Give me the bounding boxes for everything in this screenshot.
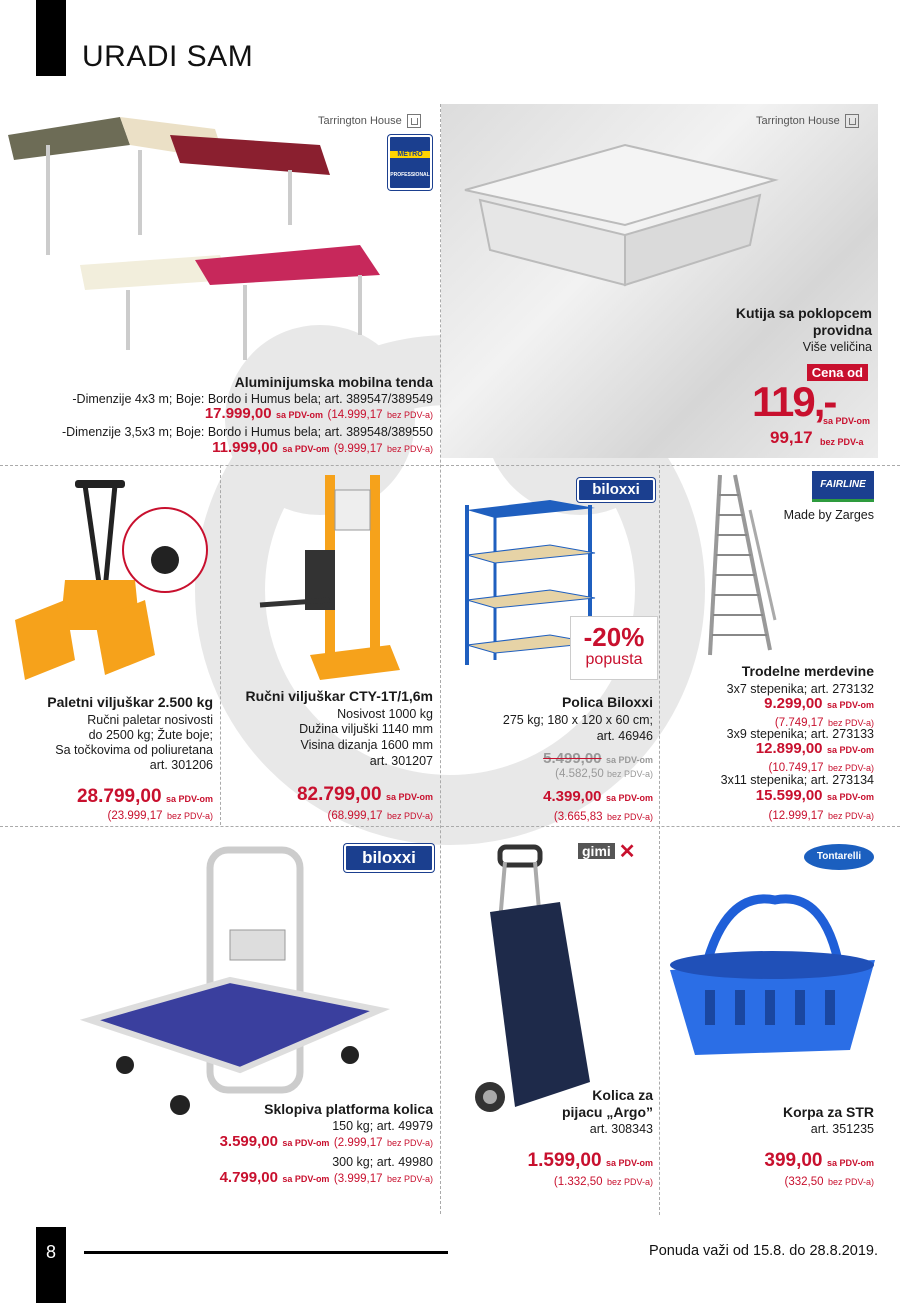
product-desc-1: Dužina viljuški 1140 mm: [299, 722, 433, 736]
basket-image: [665, 880, 880, 1060]
divider: [220, 465, 221, 825]
price-row: 4.399,00 sa PDV-om: [543, 788, 653, 805]
price-from-badge: Cena od: [807, 364, 868, 381]
price: 119,-: [752, 378, 836, 425]
house-icon: [845, 114, 859, 128]
price-row: 1.599,00 sa PDV-om: [527, 1150, 653, 1171]
product-desc-0: 275 kg; 180 x 120 x 60 cm;: [502, 713, 653, 727]
product-name: Paletni viljuškar 2.500 kg: [47, 694, 213, 710]
product-desc-0: Ručni paletar nosivosti: [87, 713, 213, 727]
net-row: (332,50 bez PDV-a): [784, 1176, 874, 1188]
product-desc-3: art. 301207: [369, 754, 433, 768]
product-desc-2: Sa točkovima od poliuretana: [55, 743, 213, 757]
price-row: 9.299,00 sa PDV-om: [764, 695, 874, 712]
variant-desc: 150 kg; art. 49979: [332, 1119, 433, 1133]
price-row: 82.799,00 sa PDV-om: [296, 784, 433, 805]
price-row: 11.999,00 sa PDV-om (9.999,17 bez PDV-a): [212, 439, 433, 456]
net-row: (1.332,50 bez PDV-a): [553, 1176, 653, 1188]
product-name: Ručni viljuškar CTY-1T/1,6m: [245, 688, 433, 704]
net-price: 99,17: [770, 428, 813, 447]
price-row: 12.899,00 sa PDV-om: [755, 740, 874, 757]
net-row: (68.999,17 bez PDV-a): [327, 810, 433, 822]
ladder-image: [690, 470, 790, 660]
footer-rule: [84, 1251, 448, 1254]
product-desc: -Dimenzije 4x3 m; Boje: Bordo i Humus bela; art. 389547/389549: [72, 392, 433, 406]
net-label: bez PDV-a: [820, 437, 864, 447]
offer-validity: Ponuda važi od 15.8. do 28.8.2019.: [649, 1243, 878, 1259]
product-desc: art. 351235: [810, 1122, 874, 1136]
variant-desc: 3x11 stepenika; art. 273134: [720, 773, 874, 787]
biloxxi-logo: biloxxi: [344, 844, 434, 872]
product-desc-3: art. 301206: [149, 758, 213, 772]
product-name: Trodelne merdevine: [741, 663, 874, 679]
product-name: Kutija sa poklopcem: [735, 305, 872, 321]
price-row: 17.999,00 sa PDV-om (14.999,17 bez PDV-a): [204, 405, 433, 422]
product-desc-1: do 2500 kg; Žute boje;: [88, 728, 213, 742]
variant-desc: 3x9 stepenika; art. 273133: [726, 727, 874, 741]
page-title: URADI SAM: [82, 40, 254, 73]
supplier-label: Tarrington House: [756, 114, 859, 128]
pallet-truck-image: [5, 470, 215, 690]
header-black-bar: [36, 0, 66, 76]
old-price-row: 5.499,00 sa PDV-om: [543, 750, 653, 767]
price-row: 399,00 sa PDV-om: [764, 1150, 874, 1171]
divider: [659, 465, 660, 1215]
product-name: Korpa za STR: [782, 1104, 874, 1120]
biloxxi-logo: biloxxi: [577, 478, 655, 502]
product-desc: -Dimenzije 3,5x3 m; Boje: Bordo i Humus bela; art. 389548/389550: [61, 425, 433, 439]
gimi-logo: gimi ✕: [578, 840, 654, 862]
fairline-logo: FAIRLINE: [812, 471, 874, 502]
storage-box-image: [455, 140, 785, 290]
product-name: Aluminijumska mobilna tenda: [234, 374, 433, 390]
stacker-image: [250, 470, 420, 685]
page-number: 8: [36, 1227, 66, 1303]
net-row: (23.999,17 bez PDV-a): [107, 810, 213, 822]
supplier-label: Tarrington House: [318, 114, 421, 128]
product-name: Polica Biloxxi: [561, 694, 653, 710]
old-net-row: (4.582,50 bez PDV-a): [555, 768, 653, 780]
price-vat-label: sa PDV-om: [823, 416, 871, 426]
divider: [0, 465, 900, 466]
gimi-x-icon: ✕: [618, 840, 636, 863]
variant-desc: 300 kg; art. 49980: [332, 1155, 433, 1169]
product-name: Kolica za: [592, 1087, 653, 1103]
product-desc: art. 308343: [589, 1122, 653, 1136]
product-desc-2: Visina dizanja 1600 mm: [300, 738, 433, 752]
price-row: 28.799,00 sa PDV-om: [76, 786, 213, 807]
net-row: (3.665,83 bez PDV-a): [553, 811, 653, 823]
product-desc-1: art. 46946: [596, 729, 653, 743]
metro-logo: METRO PROFESSIONAL: [388, 135, 432, 190]
price-row: 15.599,00 sa PDV-om: [755, 787, 874, 804]
product-desc-0: Nosivost 1000 kg: [337, 707, 433, 721]
product-desc: Više veličina: [802, 340, 872, 354]
awning-image: [0, 105, 440, 365]
net-row: (12.999,17 bez PDV-a): [768, 810, 874, 822]
discount-badge: -20% popusta: [570, 616, 658, 680]
brand-note: Made by Zarges: [783, 508, 874, 522]
price-row: 3.599,00 sa PDV-om (2.999,17 bez PDV-a): [219, 1133, 433, 1150]
product-name: pijacu „Argo”: [561, 1104, 653, 1120]
divider: [0, 826, 900, 827]
product-name: providna: [812, 322, 872, 338]
shopping-trolley-image: [460, 842, 610, 1122]
product-name: Sklopiva platforma kolica: [264, 1101, 433, 1117]
platform-cart-image: [80, 840, 410, 1120]
tontarelli-logo: Tontarelli: [804, 844, 874, 870]
net-row: (7.749,17 bez PDV-a): [774, 717, 874, 729]
price-row: 4.799,00 sa PDV-om (3.999,17 bez PDV-a): [219, 1169, 433, 1186]
net-row: (10.749,17 bez PDV-a): [768, 762, 874, 774]
variant-desc: 3x7 stepenika; art. 273132: [726, 682, 874, 696]
